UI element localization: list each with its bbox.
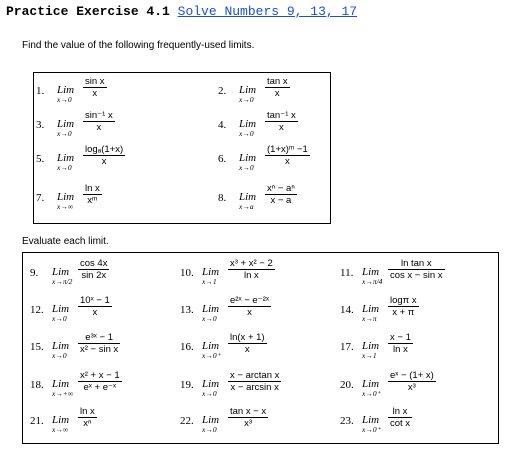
numerator: logₐ(1+x) [85,144,124,155]
lim-word: Lim [362,303,380,315]
denominator: x [265,155,310,167]
denominator: x³ [388,381,436,393]
limit-fraction [83,183,102,206]
problem-number: 8. [218,192,227,204]
limit-operator [52,378,73,398]
lim-word: Lim [52,378,70,390]
lim-word: Lim [202,266,220,278]
numerator: e³ˣ − 1 [85,332,113,343]
limit-approach: x→+∞ [52,389,74,398]
numerator: x − 1 [390,332,411,343]
limit-fraction [228,332,267,355]
limit-fraction [265,183,297,206]
lim-word: Lim [202,378,220,390]
denominator: x² − sin x [80,344,119,355]
limit-operator [52,266,72,286]
numerator: (1+x)ᵐ −1 [267,144,308,155]
problem-number: 3. [36,119,45,131]
limit-fraction [228,258,275,281]
denominator: x − a [265,194,297,206]
problem-number: 16. [180,341,194,353]
numerator: e²ˣ − e⁻²ˣ [230,295,269,306]
limit-approach: x→0 [202,425,217,434]
problem-number: 14. [340,304,354,316]
lim-word: Lim [362,378,380,390]
limit-fraction [265,76,290,99]
lim-word: Lim [202,340,220,352]
problem-number: 19. [180,379,194,391]
denominator: x [83,121,115,133]
limit-approach: x→0 [239,163,254,172]
numerator: ln x [85,183,100,194]
denominator: cos x − sin x [390,270,443,281]
problem-number: 4. [218,119,227,131]
limit-approach: x→0 [57,163,72,172]
problem-number: 1. [36,85,45,97]
problem-number: 2. [218,85,227,97]
problem-number: 6. [218,153,227,165]
lim-word: Lim [239,118,257,130]
limit-fraction [83,110,115,133]
denominator: eˣ + e⁻ˣ [78,381,122,393]
problem-number: 15. [30,341,44,353]
lim-word: Lim [362,340,380,352]
limit-approach: x→0 [57,95,72,104]
limit-approach: x→0 [202,314,217,323]
limit-approach: x→∞ [57,202,74,211]
limit-fraction [83,76,107,99]
problem-number: 9. [30,267,39,279]
limit-fraction [388,370,436,393]
limit-approach: x→0⁺ [202,351,221,360]
limit-operator [57,152,74,172]
numerator: tan x − x [230,406,267,417]
numerator: tan x [267,76,288,87]
lim-word: Lim [52,303,70,315]
denominator: ln x [228,269,275,281]
lim-word: Lim [239,152,257,164]
problem-number: 12. [30,304,44,316]
lim-word: Lim [57,191,75,203]
problem-number: 7. [36,192,45,204]
numerator: ln x [80,406,95,417]
denominator: x − arcsin x [228,381,281,393]
denominator: x [83,87,107,99]
denominator: x [265,87,290,99]
instruction-2: Evaluate each limit. [22,236,109,247]
limit-operator [57,84,74,104]
limit-operator [202,340,221,360]
numerator: logπ x [390,295,417,306]
limit-operator [362,414,381,434]
limit-approach: x→0⁺ [362,425,381,434]
title-text: Practice Exercise 4.1 [6,4,170,19]
lim-word: Lim [57,152,75,164]
problem-number: 11. [340,267,354,279]
denominator: x³ [228,417,268,429]
numerator: x³ + x² − 2 [230,258,273,269]
limit-operator [239,84,256,104]
limit-fraction [228,295,271,318]
limit-approach: x→0⁺ [362,389,381,398]
problem-number: 5. [36,153,45,165]
denominator: x [265,121,298,133]
denominator: ln x [388,343,413,355]
lim-word: Lim [239,191,257,203]
limit-approach: x→0 [239,129,254,138]
numerator: x − arctan x [230,370,280,381]
denominator: x [83,155,125,167]
lim-word: Lim [52,414,70,426]
limit-approach: x→π/4 [362,277,383,286]
exercise-title [6,4,357,19]
limit-operator [52,414,69,434]
limit-approach: x→0 [52,314,67,323]
denominator: x [228,306,271,318]
limit-approach: x→π/2 [52,277,73,286]
limit-operator [202,266,219,286]
numerator: ln(x + 1) [230,332,265,343]
denominator: xᵐ [83,194,102,206]
limit-fraction [265,110,298,133]
numerator: cos 4x [80,258,108,269]
limit-operator [362,303,379,323]
limit-fraction [388,406,412,429]
limit-fraction [228,370,281,393]
problem-number: 10. [180,267,194,279]
limit-fraction [83,144,125,167]
lim-word: Lim [52,340,70,352]
denominator: x [228,343,267,355]
denominator: cot x [390,418,411,429]
limit-fraction [78,258,109,281]
limit-operator [52,340,69,360]
limit-approach: x→π [362,314,377,323]
instruction-1: Find the value of the following frequently-used limits. [22,40,255,51]
limit-fraction [265,144,310,167]
limit-operator [57,191,74,211]
limit-fraction [78,370,122,393]
limit-fraction [388,295,419,318]
limit-operator [239,118,256,138]
problem-number: 18. [30,379,44,391]
limit-approach: x→∞ [52,425,69,434]
numerator: ln x [392,406,408,417]
limit-fraction [78,332,120,355]
lim-word: Lim [52,266,70,278]
limit-operator [239,191,256,211]
problem-number: 21. [30,415,44,427]
limit-fraction [78,406,97,429]
lim-word: Lim [362,414,380,426]
limit-operator [52,303,69,323]
denominator: x + π [388,306,419,318]
limit-fraction [78,295,112,318]
lim-word: Lim [362,266,380,278]
limit-fraction [388,332,413,355]
limit-operator [362,340,379,360]
limit-fraction [228,406,268,429]
limit-operator [239,152,256,172]
denominator: sin 2x [78,269,109,281]
lim-word: Lim [202,303,220,315]
limit-approach: x→0 [57,129,72,138]
numerator: ln tan x [400,258,432,269]
problem-number: 23. [340,415,354,427]
limit-operator [202,378,219,398]
lim-word: Lim [57,84,75,96]
solve-link[interactable]: Solve Numbers 9, 13, 17 [177,4,358,19]
limit-approach: x→0 [52,351,67,360]
limit-fraction [388,258,445,281]
numerator: x² + x − 1 [80,370,120,381]
denominator: xⁿ [78,417,97,429]
limit-operator [362,266,382,286]
numerator: 10ˣ − 1 [80,295,110,306]
problem-number: 13. [180,304,194,316]
limit-operator [362,378,381,398]
problem-number: 17. [340,341,354,353]
numerator: sin x [85,76,105,87]
numerator: tan⁻¹ x [267,110,296,121]
lim-word: Lim [202,414,220,426]
numerator: xⁿ − aⁿ [267,183,295,194]
limit-approach: x→1 [362,351,377,360]
limit-approach: x→1 [202,277,217,286]
numerator: sin⁻¹ x [85,110,113,121]
limit-operator [202,303,219,323]
limit-operator [57,118,74,138]
problem-number: 20. [340,379,354,391]
numerator: eˣ − (1+ x) [390,370,434,381]
denominator: x [78,306,112,318]
problem-number: 22. [180,415,194,427]
lim-word: Lim [239,84,257,96]
limit-approach: x→0 [202,389,217,398]
limit-operator [202,414,219,434]
lim-word: Lim [57,118,75,130]
limit-approach: x→a [239,202,254,211]
limit-approach: x→0 [239,95,254,104]
